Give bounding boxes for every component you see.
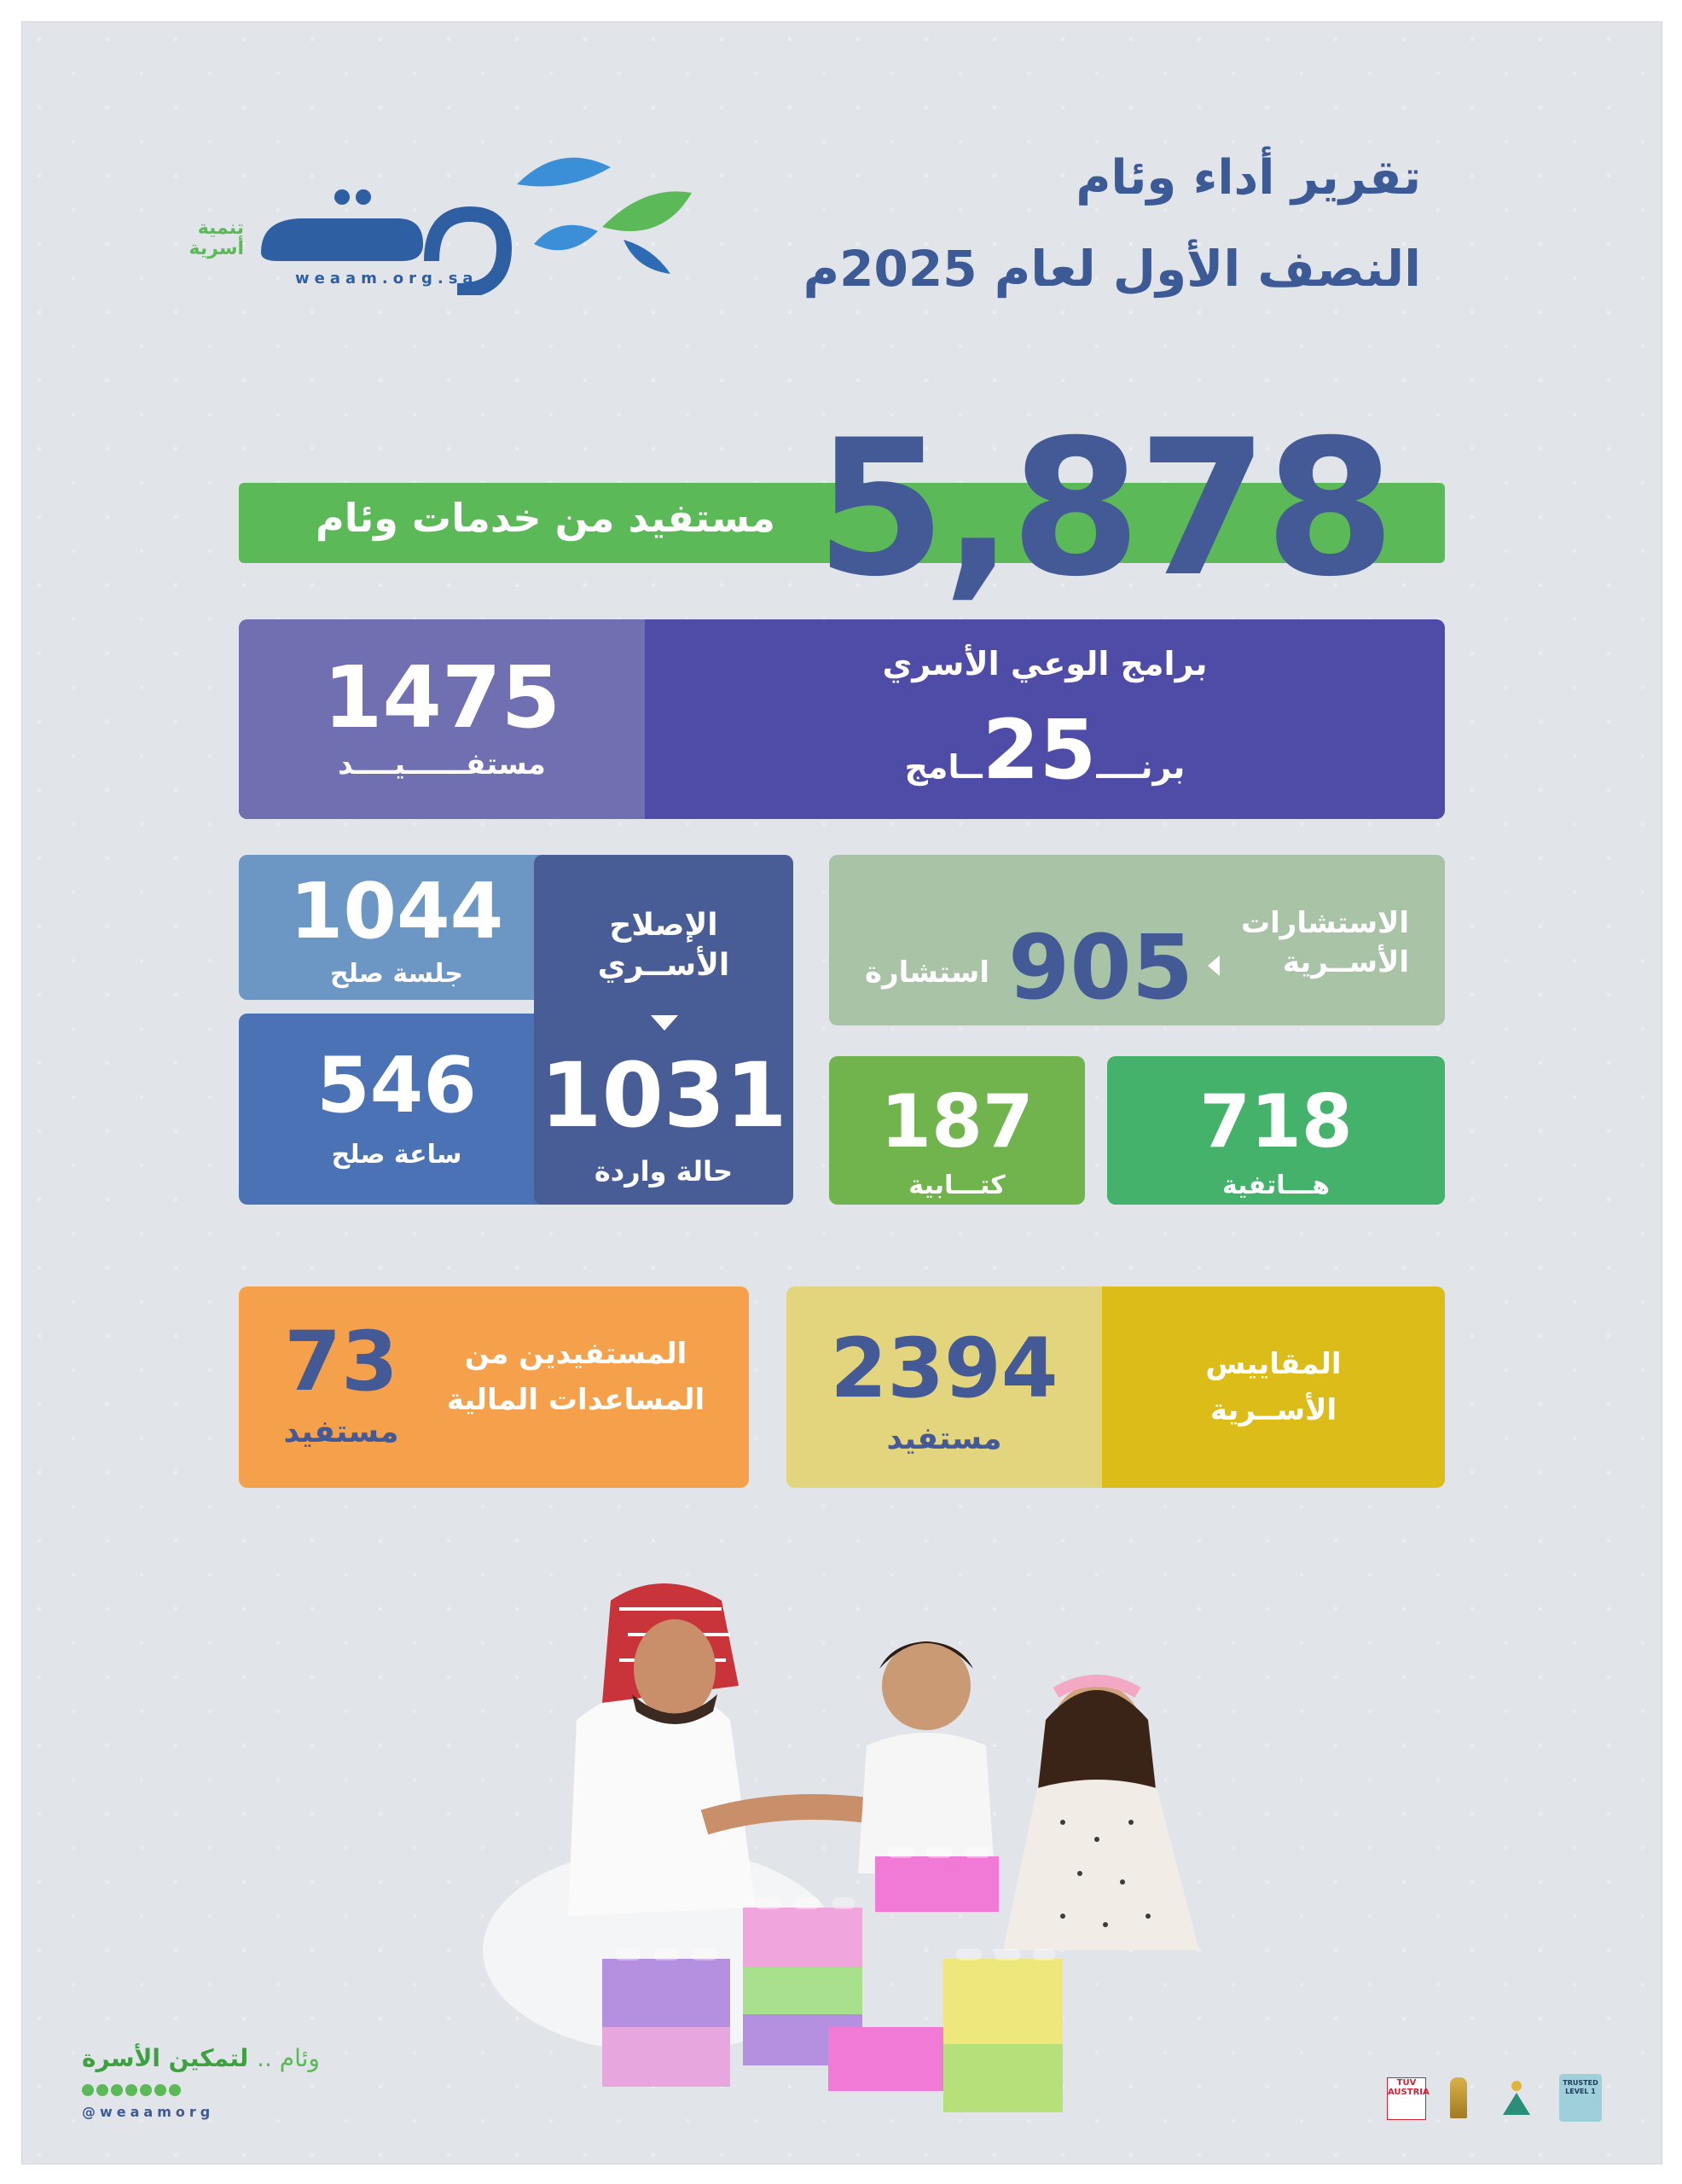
scales-title-panel	[1102, 1287, 1445, 1488]
family-photo	[449, 1549, 1267, 2129]
consultations-header-card	[829, 855, 1445, 1025]
awareness-beneficiaries-label: مستفــــــيــــد	[338, 747, 546, 781]
consultations-phone-card	[1107, 1056, 1445, 1205]
report-subtitle: النصف الأول لعام 2025م	[803, 240, 1421, 298]
social-icon-2[interactable]	[96, 2084, 108, 2096]
beneficiaries-label: مستفيد من خدمات وئام	[316, 495, 775, 541]
report-title: تقرير أداء وئام	[1076, 150, 1421, 206]
reform-hours-card	[239, 1014, 554, 1205]
awareness-title: برامج الوعي الأسري	[882, 645, 1208, 682]
reform-sessions-card	[239, 855, 554, 1000]
financial-aid-title: المستفيدين من المساعدات المالية	[446, 1337, 705, 1418]
social-icons-row	[82, 2083, 181, 2100]
reform-cases-count: 1031	[540, 1043, 787, 1147]
financial-aid-label: مستفيد	[283, 1414, 399, 1449]
reform-sessions-label: جلسة صلح	[330, 959, 463, 989]
tuv-badge-icon: TÜV AUSTRIA	[1387, 2077, 1426, 2120]
consultations-written-label: كتـــابية	[908, 1170, 1006, 1200]
reform-sessions-count: 1044	[289, 867, 504, 956]
reform-title: الإصلاح الأســري	[597, 908, 730, 983]
scales-title: المقاييس الأســرية	[1205, 1347, 1342, 1428]
family-blocks-illustration	[449, 1549, 1267, 2129]
consultations-label: استشارة	[865, 956, 989, 990]
social-icon-5[interactable]	[140, 2084, 152, 2096]
trusted-badge-icon: TRUSTED LEVEL 1	[1559, 2074, 1602, 2122]
reform-cases-label: حالة واردة	[594, 1155, 734, 1188]
awareness-programs-count: 25	[982, 702, 1097, 798]
awareness-card	[239, 619, 1445, 819]
total-beneficiaries: 5,878	[815, 399, 1392, 618]
report-page	[21, 21, 1662, 2164]
triangle-down-icon	[651, 1015, 678, 1031]
awareness-beneficiaries-count: 1475	[322, 648, 561, 747]
consultations-count: 905	[1008, 915, 1194, 1019]
financial-aid-card	[239, 1287, 749, 1488]
financial-aid-count: 73	[284, 1314, 398, 1409]
logo-tagline: تنمية أسرية	[188, 218, 244, 260]
scales-card	[786, 1287, 1445, 1488]
social-icon-4[interactable]	[125, 2084, 137, 2096]
consultations-title: الاستشارات الأســرية	[1240, 906, 1409, 979]
consultations-written-card	[829, 1056, 1085, 1205]
footer-slogan: وئام .. لتمكين الأسرة	[82, 2044, 320, 2072]
consultations-phone-label: هـــاتفية	[1221, 1170, 1331, 1200]
consultations-phone-count: 718	[1199, 1079, 1353, 1165]
scales-count: 2394	[830, 1321, 1058, 1416]
certification-badges	[1387, 2074, 1626, 2125]
reform-main-card	[534, 855, 793, 1205]
social-handle: @weaamorg	[82, 2104, 215, 2120]
awareness-beneficiaries-panel	[239, 619, 645, 819]
triangle-left-icon	[1208, 956, 1220, 976]
reform-hours-label: ساعة صلح	[331, 1140, 462, 1170]
social-icon-6[interactable]	[154, 2084, 166, 2096]
logo-url: weaam.org.sa	[295, 270, 478, 288]
social-icon-3[interactable]	[111, 2084, 123, 2096]
social-icon-1[interactable]	[82, 2084, 94, 2096]
award-badge-icon	[1450, 2077, 1467, 2118]
weaam-logo	[159, 133, 713, 295]
consultations-written-count: 187	[880, 1079, 1034, 1165]
accreditation-badge-icon	[1498, 2077, 1535, 2118]
awareness-programs: برنــــ25ــامج	[904, 702, 1186, 798]
reform-hours-count: 546	[316, 1041, 477, 1130]
social-icon-7[interactable]	[169, 2084, 181, 2096]
scales-label: مستفيد	[886, 1421, 1002, 1456]
